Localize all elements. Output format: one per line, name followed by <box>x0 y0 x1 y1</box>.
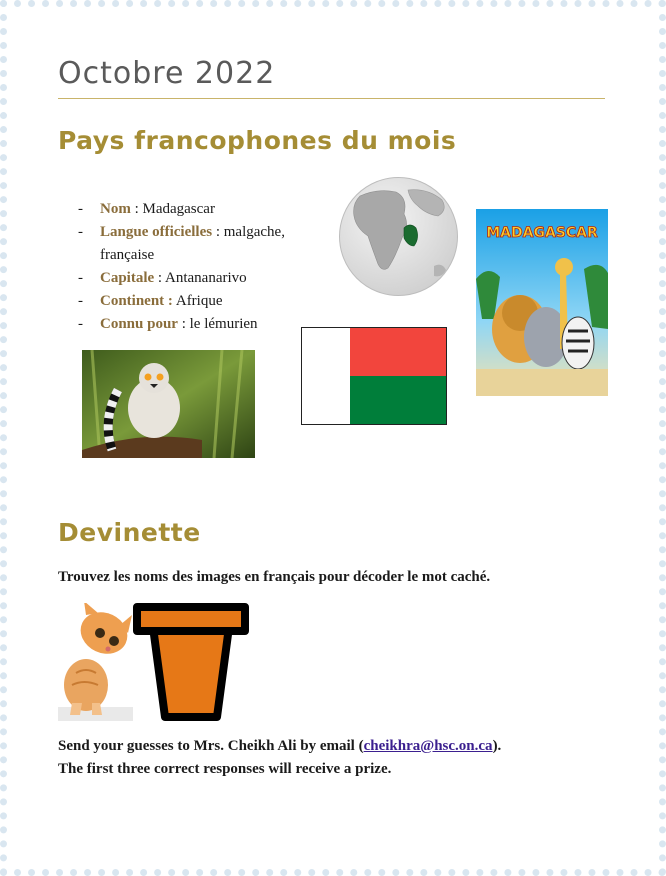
fact-languages: - Langue officielles : malgache, française <box>78 221 338 267</box>
lemur-photo <box>82 350 255 458</box>
riddle-instruction: Trouvez les noms des images en français pour décoder le mot caché. <box>58 569 491 585</box>
fact-name: - Nom : Madagascar <box>78 198 338 221</box>
title-divider <box>58 98 605 99</box>
kitten-image <box>58 603 133 721</box>
fact-known-for: - Connu pour : le lémurien <box>78 313 338 336</box>
riddle-section-heading: Devinette <box>58 518 201 547</box>
country-facts-list <box>78 198 338 336</box>
email-link[interactable]: cheikhra@hsc.on.ca <box>363 738 493 754</box>
madagascar-flag <box>301 327 447 425</box>
globe-map-image <box>338 176 459 297</box>
page-title: Octobre 2022 <box>58 56 276 91</box>
flower-pot-image <box>133 603 249 721</box>
closing-message: Send your guesses to Mrs. Cheikh Ali by email (cheikhra@hsc.on.ca). The first three correct responses will receive a prize. <box>58 738 502 777</box>
madagascar-movie-poster <box>476 209 608 396</box>
country-section-heading: Pays francophones du mois <box>58 126 457 155</box>
fact-capital: - Capitale : Antananarivo <box>78 267 338 290</box>
poster-title-text: MADAGASCAR <box>486 225 598 241</box>
fact-continent: - Continent : Afrique <box>78 290 338 313</box>
